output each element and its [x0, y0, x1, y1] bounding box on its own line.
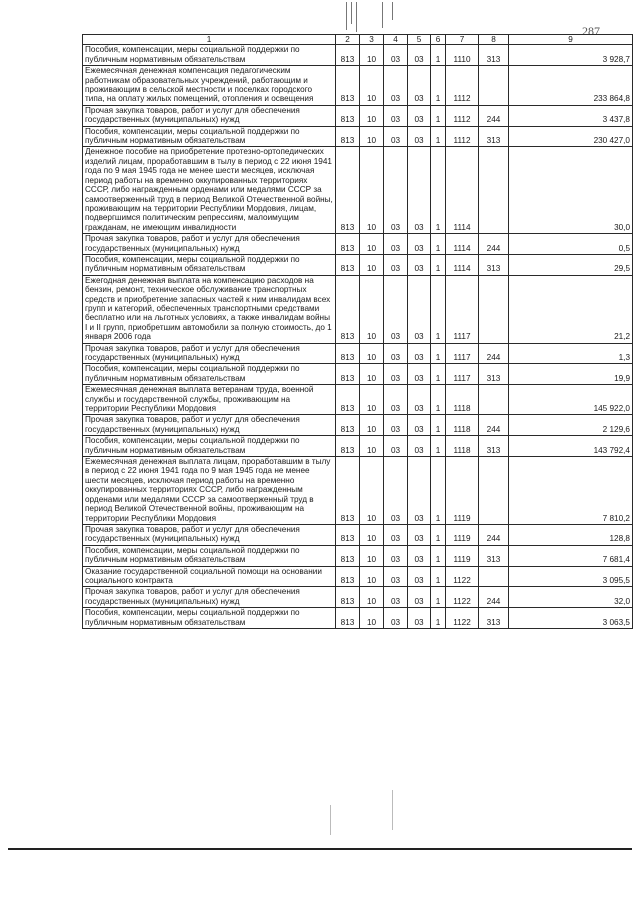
program-code: 03 — [408, 415, 431, 436]
expense-type-code — [479, 457, 509, 525]
section-code: 10 — [360, 545, 384, 566]
program-code: 03 — [408, 45, 431, 66]
row-name: Пособия, компенсации, меры социальной поддержки по публичным нормативным обязательствам — [83, 364, 336, 385]
item-code: 1112 — [446, 105, 479, 126]
row-amount: 145 922,0 — [509, 385, 633, 415]
item-code: 1122 — [446, 566, 479, 587]
item-code: 1110 — [446, 45, 479, 66]
subsection-code: 03 — [384, 524, 408, 545]
item-code: 1119 — [446, 457, 479, 525]
row-name: Прочая закупка товаров, работ и услуг для обеспечения государственных (муниципальных) нужд — [83, 524, 336, 545]
row-amount: 3 928,7 — [509, 45, 633, 66]
row-name: Прочая закупка товаров, работ и услуг для обеспечения государственных (муниципальных) нужд — [83, 105, 336, 126]
item-code: 1118 — [446, 385, 479, 415]
expense-type-code: 313 — [479, 126, 509, 147]
expense-type-code: 313 — [479, 545, 509, 566]
admin-code: 813 — [336, 587, 360, 608]
section-code: 10 — [360, 234, 384, 255]
section-code: 10 — [360, 385, 384, 415]
row-name: Прочая закупка товаров, работ и услуг для обеспечения государственных (муниципальных) нужд — [83, 234, 336, 255]
subprogram-code: 1 — [431, 364, 446, 385]
section-code: 10 — [360, 147, 384, 234]
section-code: 10 — [360, 415, 384, 436]
row-amount: 230 427,0 — [509, 126, 633, 147]
program-code: 03 — [408, 457, 431, 525]
expense-type-code: 313 — [479, 608, 509, 629]
table-header-row — [83, 35, 633, 45]
row-name: Прочая закупка товаров, работ и услуг для обеспечения государственных (муниципальных) нужд — [83, 415, 336, 436]
subprogram-code: 1 — [431, 524, 446, 545]
table-row — [83, 234, 633, 255]
item-code: 1112 — [446, 66, 479, 106]
subsection-code: 03 — [384, 364, 408, 385]
subsection-code: 03 — [384, 147, 408, 234]
admin-code: 813 — [336, 415, 360, 436]
table-row — [83, 608, 633, 629]
row-name: Пособия, компенсации, меры социальной поддержки по публичным нормативным обязательствам — [83, 254, 336, 275]
admin-code: 813 — [336, 275, 360, 343]
section-code: 10 — [360, 126, 384, 147]
program-code: 03 — [408, 524, 431, 545]
section-code: 10 — [360, 524, 384, 545]
subprogram-code: 1 — [431, 385, 446, 415]
section-code: 10 — [360, 587, 384, 608]
table-row — [83, 66, 633, 106]
admin-code: 813 — [336, 524, 360, 545]
program-code: 03 — [408, 385, 431, 415]
admin-code: 813 — [336, 126, 360, 147]
admin-code: 813 — [336, 66, 360, 106]
row-name: Пособия, компенсации, меры социальной поддержки по публичным нормативным обязательствам — [83, 545, 336, 566]
item-code: 1118 — [446, 436, 479, 457]
subprogram-code: 1 — [431, 457, 446, 525]
subsection-code: 03 — [384, 587, 408, 608]
expense-type-code: 313 — [479, 364, 509, 385]
table-row — [83, 415, 633, 436]
subprogram-code: 1 — [431, 608, 446, 629]
subsection-code: 03 — [384, 66, 408, 106]
admin-code: 813 — [336, 254, 360, 275]
item-code: 1114 — [446, 147, 479, 234]
program-code: 03 — [408, 436, 431, 457]
item-code: 1114 — [446, 254, 479, 275]
section-code: 10 — [360, 436, 384, 457]
expense-type-code: 244 — [479, 234, 509, 255]
subsection-code: 03 — [384, 126, 408, 147]
section-code: 10 — [360, 457, 384, 525]
section-code: 10 — [360, 105, 384, 126]
subprogram-code: 1 — [431, 254, 446, 275]
section-code: 10 — [360, 566, 384, 587]
subsection-code: 03 — [384, 254, 408, 275]
section-code: 10 — [360, 45, 384, 66]
subsection-code: 03 — [384, 45, 408, 66]
table-row — [83, 364, 633, 385]
row-name: Ежемесячная денежная компенсация педагогическим работникам образовательных учреждений, работающим и проживающим в сельской местности и поселках городского типа, на оплату жилых помещений, отопления и освещения — [83, 66, 336, 106]
admin-code: 813 — [336, 608, 360, 629]
item-code: 1119 — [446, 524, 479, 545]
subsection-code: 03 — [384, 105, 408, 126]
column-header: 6 — [431, 35, 446, 45]
subprogram-code: 1 — [431, 436, 446, 457]
admin-code: 813 — [336, 364, 360, 385]
program-code: 03 — [408, 566, 431, 587]
admin-code: 813 — [336, 545, 360, 566]
table-row — [83, 105, 633, 126]
program-code: 03 — [408, 105, 431, 126]
scan-speck — [330, 805, 331, 835]
admin-code: 813 — [336, 105, 360, 126]
program-code: 03 — [408, 254, 431, 275]
program-code: 03 — [408, 275, 431, 343]
row-amount: 7 810,2 — [509, 457, 633, 525]
row-name: Денежное пособие на приобретение протезно-ортопедических изделий лицам, проработавшим в тылу в период с 22 июня 1941 года по 9 мая 1945 года не менее шести месяцев, исключая период работы на временно оккупированных территориях СССР, либо награжденным орденами или медалями СССР за самоотверженный труд в период Великой Отечественной войны, проживающим на территории Республики Мордовия, лицам, подвергшимся политическим репрессиям, малоимущим гражданам, не имеющим инвалидности — [83, 147, 336, 234]
subprogram-code: 1 — [431, 66, 446, 106]
subprogram-code: 1 — [431, 126, 446, 147]
expense-type-code: 313 — [479, 436, 509, 457]
section-code: 10 — [360, 66, 384, 106]
admin-code: 813 — [336, 234, 360, 255]
admin-code: 813 — [336, 457, 360, 525]
row-amount: 19,9 — [509, 364, 633, 385]
row-amount: 3 095,5 — [509, 566, 633, 587]
table-row — [83, 254, 633, 275]
row-name: Ежемесячная денежная выплата лицам, проработавшим в тылу в период с 22 июня 1941 года по 9 мая 1945 года не менее шести месяцев, исключая период работы на временно оккупированных территориях СССР, либо награжденным орденами или медалями СССР за самоотверженный труд в период Великой Отечественной войны, проживающим на территории Республики Мордовия — [83, 457, 336, 525]
table-row — [83, 275, 633, 343]
program-code: 03 — [408, 545, 431, 566]
table-row — [83, 45, 633, 66]
admin-code: 813 — [336, 385, 360, 415]
row-amount: 3 437,8 — [509, 105, 633, 126]
admin-code: 813 — [336, 436, 360, 457]
program-code: 03 — [408, 587, 431, 608]
expense-type-code: 313 — [479, 254, 509, 275]
page-number: 287 — [582, 24, 600, 38]
expense-type-code — [479, 385, 509, 415]
admin-code: 813 — [336, 45, 360, 66]
program-code: 03 — [408, 147, 431, 234]
subprogram-code: 1 — [431, 147, 446, 234]
subprogram-code: 1 — [431, 545, 446, 566]
row-name: Ежемесячная денежная выплата ветеранам труда, военной службы и государственной службы, проживающим на территории Республики Мордовия — [83, 385, 336, 415]
subsection-code: 03 — [384, 566, 408, 587]
subprogram-code: 1 — [431, 415, 446, 436]
column-header: 3 — [360, 35, 384, 45]
row-name: Пособия, компенсации, меры социальной поддержки по публичным нормативным обязательствам — [83, 608, 336, 629]
row-amount: 128,8 — [509, 524, 633, 545]
section-code: 10 — [360, 254, 384, 275]
subprogram-code: 1 — [431, 275, 446, 343]
expense-type-code: 244 — [479, 343, 509, 364]
item-code: 1114 — [446, 234, 479, 255]
program-code: 03 — [408, 343, 431, 364]
subsection-code: 03 — [384, 415, 408, 436]
column-header: 8 — [479, 35, 509, 45]
scan-edge-line — [8, 848, 632, 850]
table-body — [83, 45, 633, 629]
subprogram-code: 1 — [431, 343, 446, 364]
table-row — [83, 587, 633, 608]
row-name: Ежегодная денежная выплата на компенсацию расходов на бензин, ремонт, техническое обслуживание транспортных средств и приобретение запасных частей к ним инвалидам всех групп и категорий, обеспеченных транспортными средствами бесплатно или на льготных условиях, а также инвалидам войны I и II групп, приобретшим автомобили за полную стоимость, до 1 января 2006 года — [83, 275, 336, 343]
expense-type-code — [479, 66, 509, 106]
subsection-code: 03 — [384, 545, 408, 566]
program-code: 03 — [408, 66, 431, 106]
subsection-code: 03 — [384, 436, 408, 457]
program-code: 03 — [408, 234, 431, 255]
expense-type-code — [479, 275, 509, 343]
row-amount: 2 129,6 — [509, 415, 633, 436]
subprogram-code: 1 — [431, 105, 446, 126]
subsection-code: 03 — [384, 385, 408, 415]
section-code: 10 — [360, 608, 384, 629]
table-row — [83, 147, 633, 234]
row-name: Прочая закупка товаров, работ и услуг для обеспечения государственных (муниципальных) нужд — [83, 587, 336, 608]
program-code: 03 — [408, 608, 431, 629]
table-row — [83, 385, 633, 415]
row-amount: 30,0 — [509, 147, 633, 234]
column-header: 5 — [408, 35, 431, 45]
expense-type-code: 313 — [479, 45, 509, 66]
expense-type-code: 244 — [479, 587, 509, 608]
table-row — [83, 436, 633, 457]
row-amount: 7 681,4 — [509, 545, 633, 566]
expense-type-code — [479, 147, 509, 234]
row-amount: 32,0 — [509, 587, 633, 608]
budget-table — [82, 34, 633, 629]
row-amount: 143 792,4 — [509, 436, 633, 457]
item-code: 1118 — [446, 415, 479, 436]
row-name: Оказание государственной социальной помощи на основании социального контракта — [83, 566, 336, 587]
program-code: 03 — [408, 126, 431, 147]
section-code: 10 — [360, 364, 384, 385]
row-name: Пособия, компенсации, меры социальной поддержки по публичным нормативным обязательствам — [83, 436, 336, 457]
row-amount: 1,3 — [509, 343, 633, 364]
subprogram-code: 1 — [431, 45, 446, 66]
expense-type-code: 244 — [479, 415, 509, 436]
table-row — [83, 126, 633, 147]
item-code: 1117 — [446, 343, 479, 364]
item-code: 1122 — [446, 587, 479, 608]
admin-code: 813 — [336, 343, 360, 364]
program-code: 03 — [408, 364, 431, 385]
subsection-code: 03 — [384, 457, 408, 525]
binding-marks — [342, 0, 402, 34]
expense-type-code — [479, 566, 509, 587]
subsection-code: 03 — [384, 275, 408, 343]
row-amount: 233 864,8 — [509, 66, 633, 106]
column-header: 7 — [446, 35, 479, 45]
column-header: 9 — [509, 35, 633, 45]
table-row — [83, 457, 633, 525]
row-amount: 0,5 — [509, 234, 633, 255]
item-code: 1117 — [446, 364, 479, 385]
subsection-code: 03 — [384, 343, 408, 364]
subsection-code: 03 — [384, 234, 408, 255]
expense-type-code: 244 — [479, 105, 509, 126]
item-code: 1117 — [446, 275, 479, 343]
item-code: 1122 — [446, 608, 479, 629]
row-amount: 3 063,5 — [509, 608, 633, 629]
item-code: 1119 — [446, 545, 479, 566]
row-amount: 29,5 — [509, 254, 633, 275]
subprogram-code: 1 — [431, 566, 446, 587]
section-code: 10 — [360, 275, 384, 343]
row-name: Пособия, компенсации, меры социальной поддержки по публичным нормативным обязательствам — [83, 45, 336, 66]
table-row — [83, 343, 633, 364]
column-header: 2 — [336, 35, 360, 45]
subprogram-code: 1 — [431, 587, 446, 608]
subprogram-code: 1 — [431, 234, 446, 255]
table-row — [83, 524, 633, 545]
row-name: Пособия, компенсации, меры социальной поддержки по публичным нормативным обязательствам — [83, 126, 336, 147]
admin-code: 813 — [336, 147, 360, 234]
item-code: 1112 — [446, 126, 479, 147]
column-header: 1 — [83, 35, 336, 45]
expense-type-code: 244 — [479, 524, 509, 545]
section-code: 10 — [360, 343, 384, 364]
column-header: 4 — [384, 35, 408, 45]
row-amount: 21,2 — [509, 275, 633, 343]
table-row — [83, 566, 633, 587]
subsection-code: 03 — [384, 608, 408, 629]
scan-speck — [392, 790, 393, 830]
table-row — [83, 545, 633, 566]
admin-code: 813 — [336, 566, 360, 587]
row-name: Прочая закупка товаров, работ и услуг для обеспечения государственных (муниципальных) нужд — [83, 343, 336, 364]
